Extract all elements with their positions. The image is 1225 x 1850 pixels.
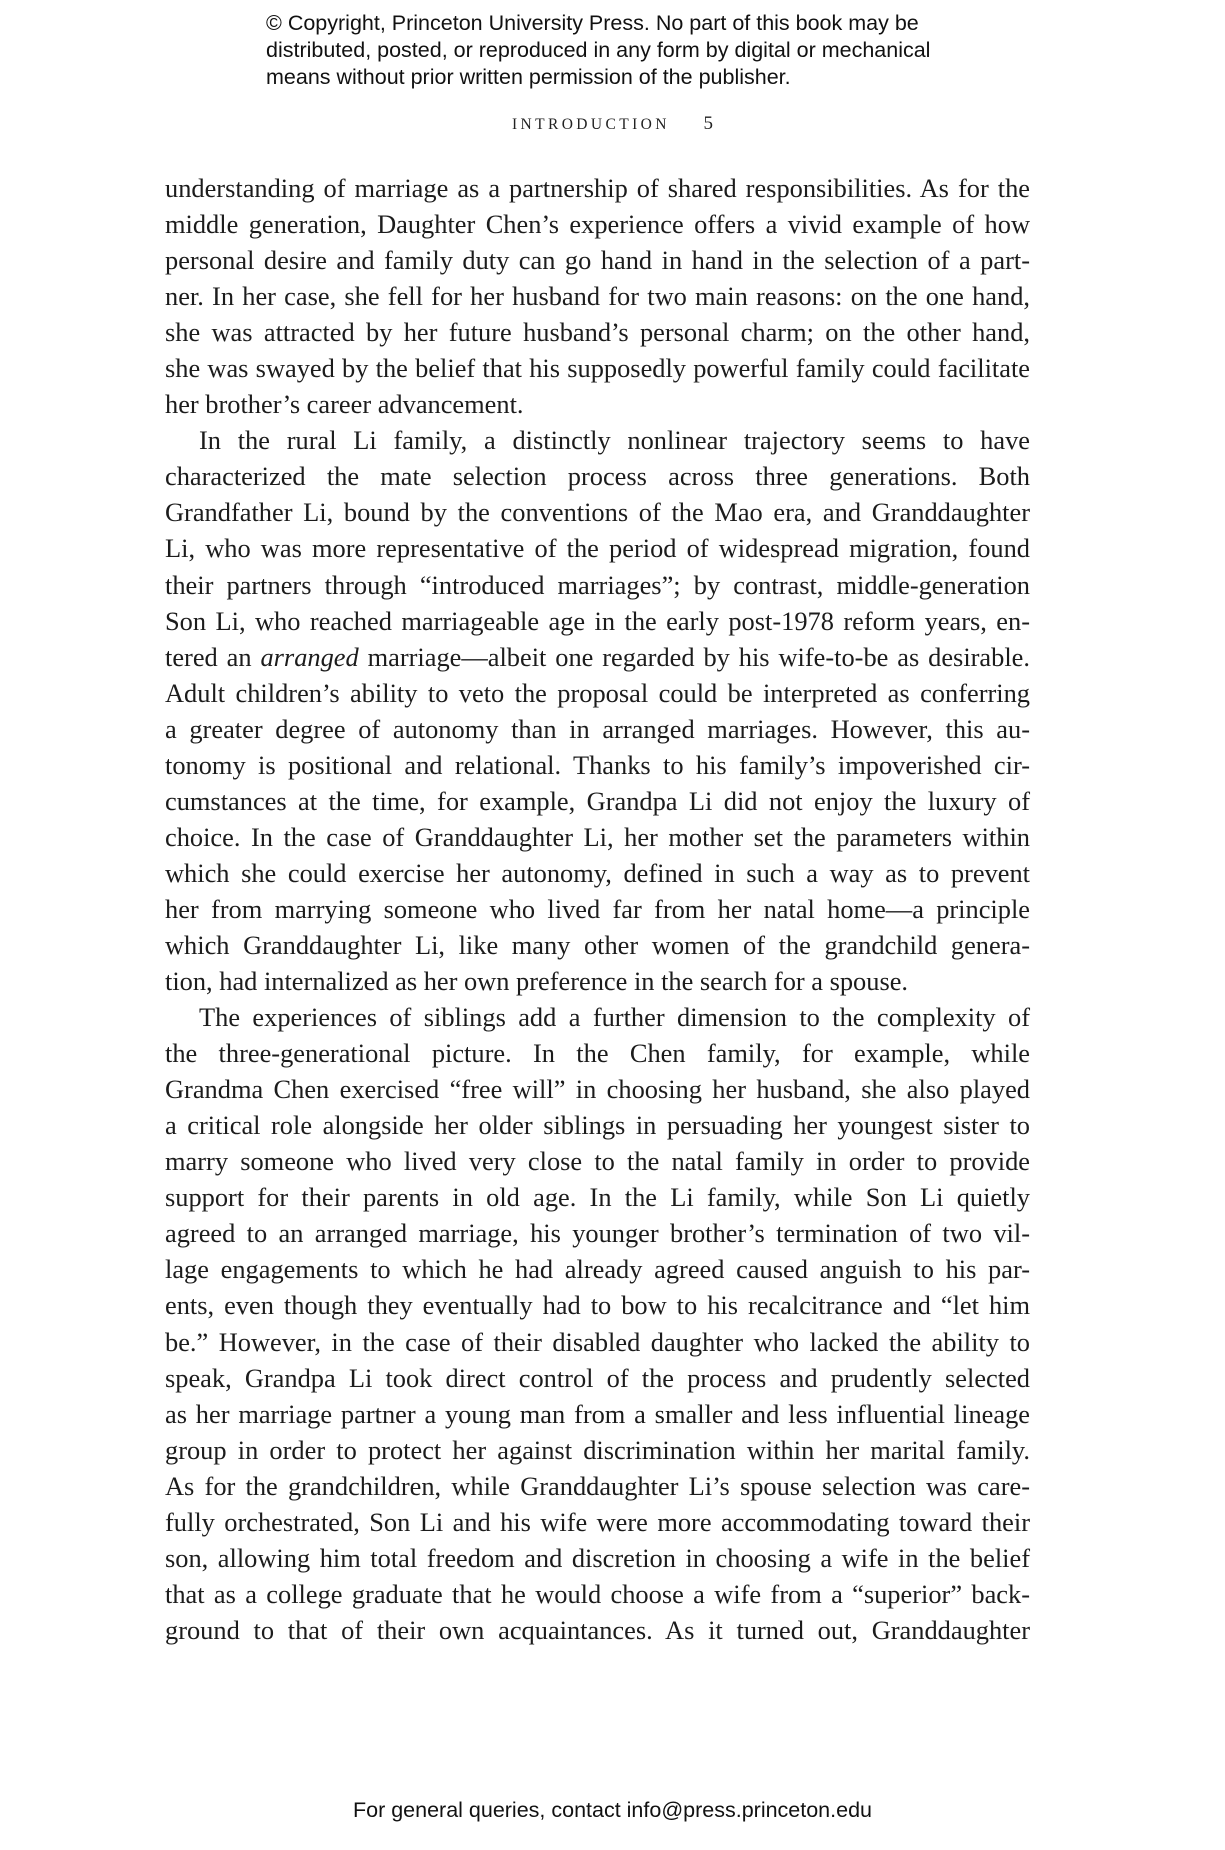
text-line: that as a college graduate that he would choose a wife from a “superior” back- [165, 1578, 1030, 1609]
text-line: cumstances at the time, for example, Grandpa Li did not enjoy the luxury of [165, 785, 1030, 816]
emphasis-word: arranged [260, 641, 359, 672]
text-line: be.” However, in the case of their disabled daughter who lacked the ability to [165, 1326, 1030, 1357]
text-line: Li, who was more representative of the period of widespread migration, found [165, 533, 1030, 564]
copyright-notice [266, 10, 1026, 91]
text-line: understanding of marriage as a partnership of shared responsibilities. As for the [165, 173, 1030, 203]
text-line: as her marriage partner a young man from a smaller and less influential lineage [165, 1398, 1030, 1429]
text-line: The experiences of siblings add a further dimension to the complexity of [199, 1002, 1030, 1033]
text-segment: tered an [165, 641, 261, 672]
text-line: group in order to protect her against discrimination within her marital family. [165, 1434, 1030, 1465]
text-segment: marriage—albeit one regarded by his wife-to-be as desirable. [358, 641, 1030, 672]
text-line: tion, had internalized as her own preference in the search for a spouse. [165, 966, 909, 997]
footer-contact: For general queries, contact info@press.princeton.edu [352, 1798, 872, 1822]
text-line: tonomy is positional and relational. Thanks to his family’s impoverished cir- [165, 749, 1030, 780]
text-line: ground to that of their own acquaintances. As it turned out, Granddaughter [165, 1614, 1030, 1645]
text-line: son, allowing him total freedom and discretion in choosing a wife in the belief [165, 1542, 1030, 1573]
body-text [165, 170, 1030, 1648]
running-head-title: INTRODUCTION [511, 116, 670, 133]
text-line: As for the grandchildren, while Granddaughter Li’s spouse selection was care- [165, 1470, 1030, 1501]
text-line: their partners through “introduced marriages”; by contrast, middle-generation [165, 569, 1030, 600]
text-line: agreed to an arranged marriage, his younger brother’s termination of two vil- [165, 1218, 1030, 1249]
text-line: the three-generational picture. In the Chen family, for example, while [165, 1038, 1030, 1069]
copyright-line: distributed, posted, or reproduced in any form by digital or mechanical [266, 38, 931, 62]
copyright-line: © Copyright, Princeton University Press. No part of this book may be [266, 11, 919, 35]
text-line: fully orchestrated, Son Li and his wife were more accommodating toward their [165, 1506, 1030, 1537]
text-line: marry someone who lived very close to the natal family in order to provide [165, 1146, 1030, 1177]
text-line: choice. In the case of Granddaughter Li, her mother set the parameters within [165, 821, 1030, 852]
text-line-with-emphasis [165, 639, 1030, 675]
text-line: ents, even though they eventually had to bow to his recalcitrance and “let him [165, 1290, 1030, 1321]
text-line: her brother’s career advancement. [165, 389, 524, 420]
text-line: lage engagements to which he had already agreed caused anguish to his par- [165, 1254, 1030, 1285]
text-line: she was swayed by the belief that his supposedly powerful family could facilitate [165, 353, 1030, 384]
text-line: Grandfather Li, bound by the conventions of the Mao era, and Granddaughter [165, 497, 1030, 528]
text-line: Grandma Chen exercised “free will” in choosing her husband, she also played [165, 1074, 1030, 1105]
text-line: ner. In her case, she fell for her husband for two main reasons: on the one hand, [165, 281, 1030, 312]
text-line: Adult children’s ability to veto the proposal could be interpreted as conferring [165, 677, 1030, 708]
text-line: her from marrying someone who lived far from her natal home—a principle [165, 893, 1030, 924]
text-line: personal desire and family duty can go hand in hand in the selection of a part- [165, 245, 1030, 276]
text-line: a critical role alongside her older siblings in persuading her youngest sister to [165, 1110, 1030, 1141]
page-number: 5 [703, 113, 714, 134]
text-line: characterized the mate selection process across three generations. Both [165, 461, 1030, 492]
copyright-line: means without prior written permission of the publisher. [266, 65, 791, 89]
text-line: In the rural Li family, a distinctly nonlinear trajectory seems to have [199, 425, 1030, 456]
text-line: speak, Grandpa Li took direct control of the process and prudently selected [165, 1362, 1030, 1393]
text-line: which she could exercise her autonomy, defined in such a way as to prevent [165, 857, 1030, 888]
text-line: Son Li, who reached marriageable age in the early post-1978 reform years, en- [165, 605, 1030, 636]
running-head [0, 113, 1225, 135]
text-line: which Granddaughter Li, like many other women of the grandchild genera- [165, 929, 1030, 960]
text-line: middle generation, Daughter Chen’s experience offers a vivid example of how [165, 209, 1030, 240]
text-line: she was attracted by her future husband’s personal charm; on the other hand, [165, 317, 1030, 348]
text-line: a greater degree of autonomy than in arranged marriages. However, this au- [165, 713, 1030, 744]
text-line: support for their parents in old age. In the Li family, while Son Li quietly [165, 1182, 1030, 1213]
